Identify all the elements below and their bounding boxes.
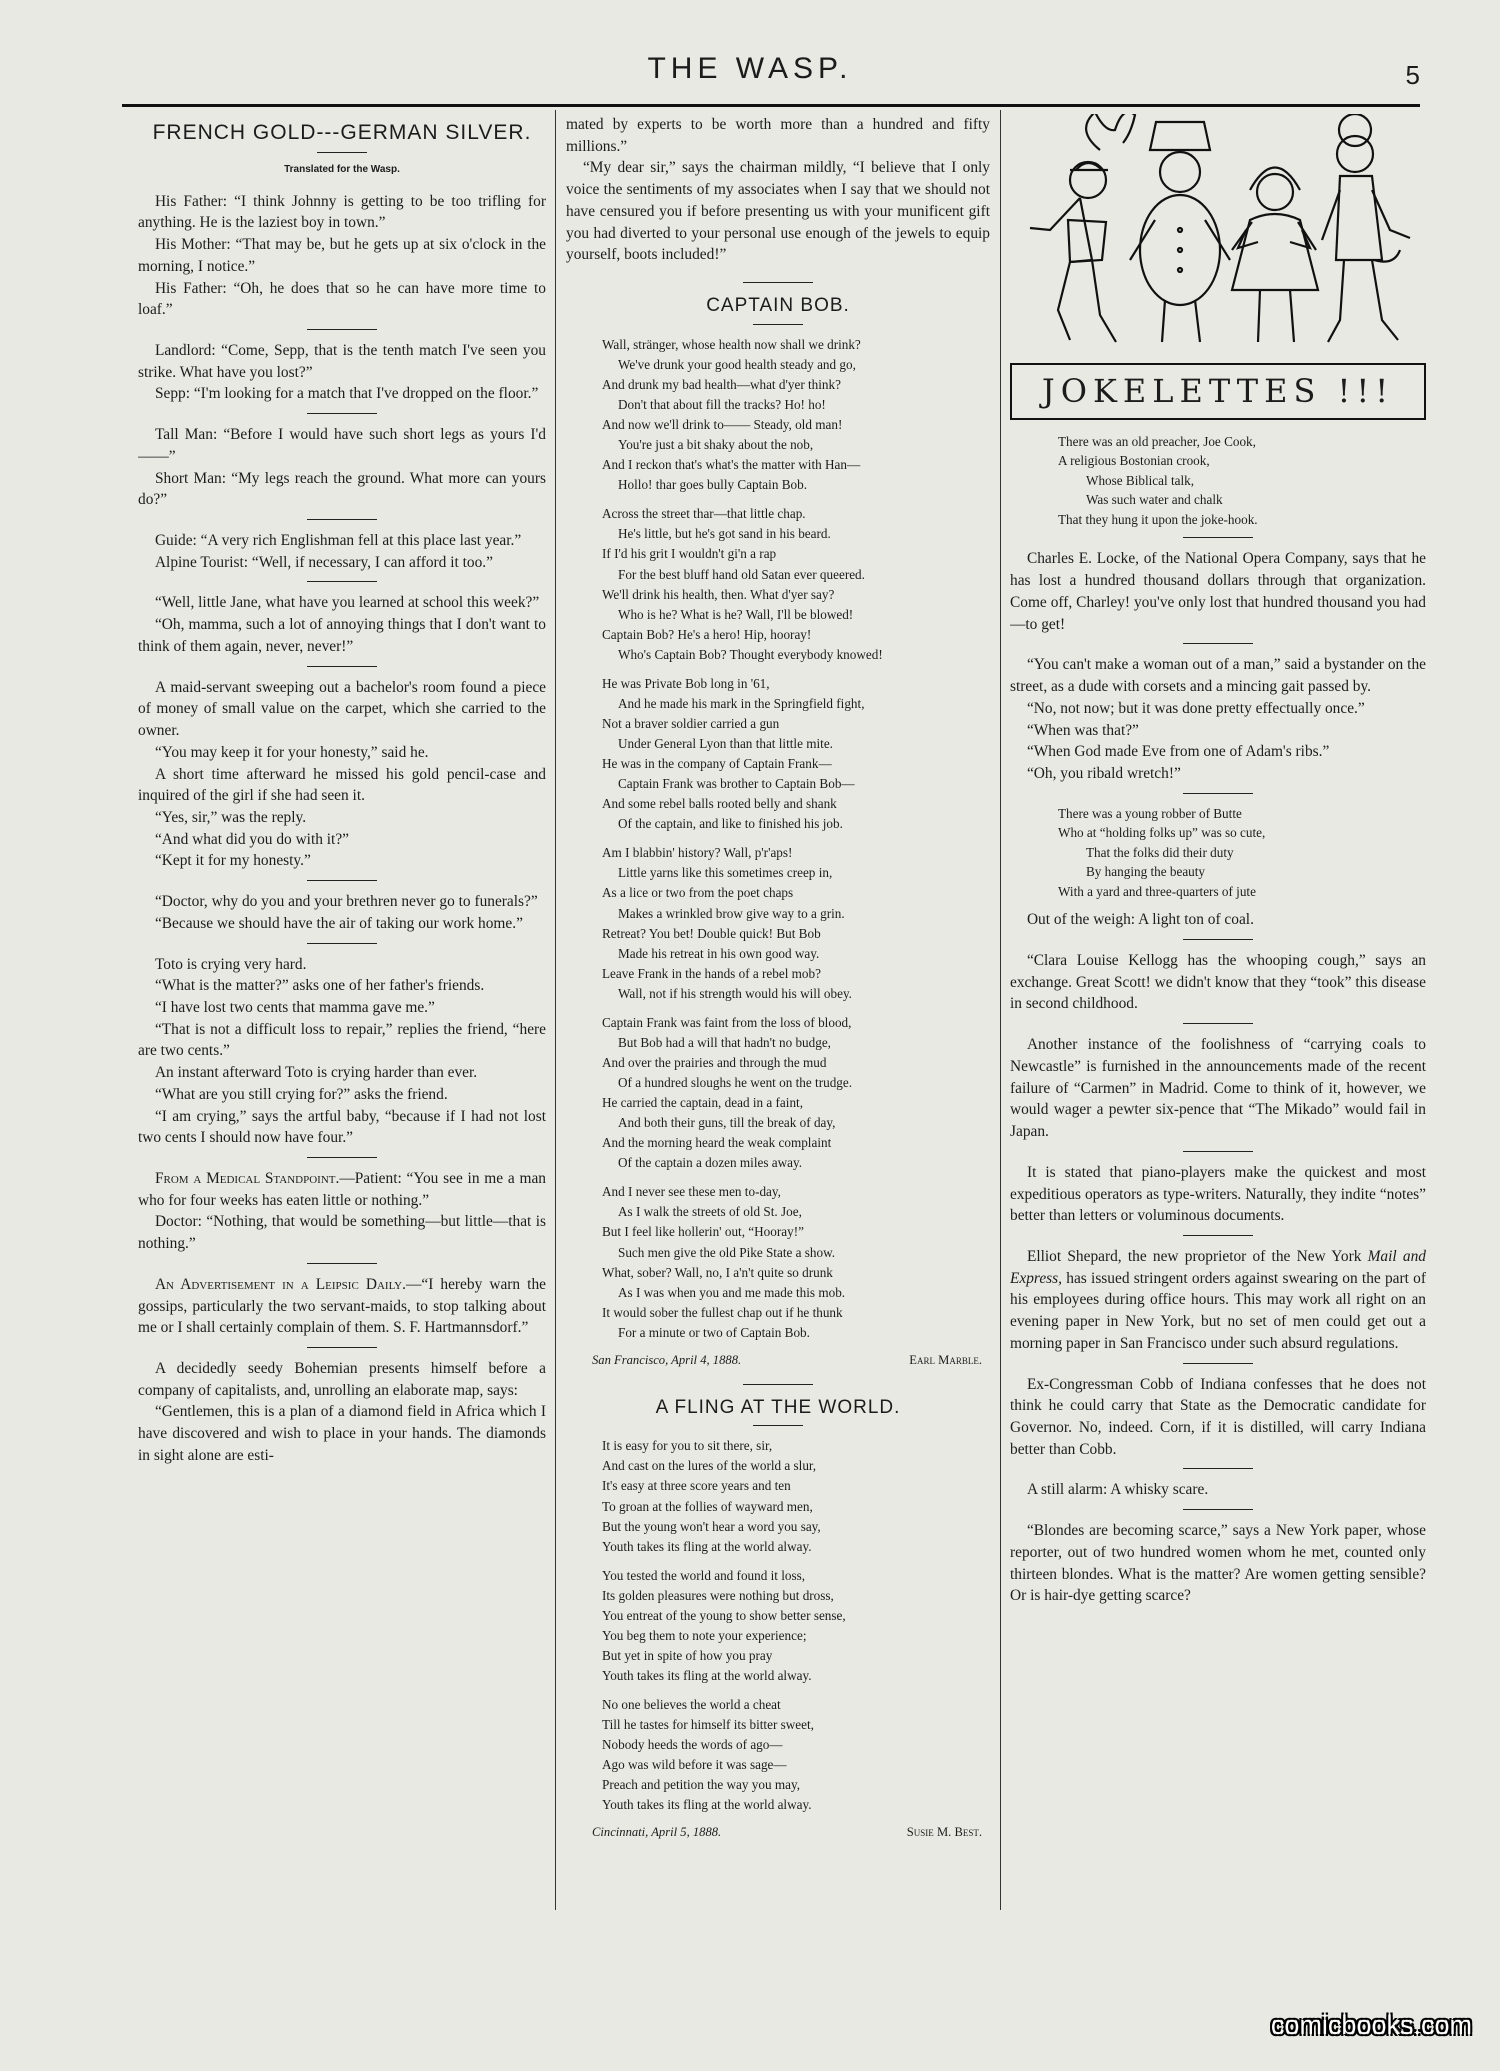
poem-line: Ago was wild before it was sage— [602,1757,787,1773]
poem-line: And the morning heard the weak complaint [602,1135,832,1151]
piano-paragraph: It is stated that piano-players make the quickest and most expeditious operators as type-writers. Naturally, they indite “notes” better than letters or voluminous documents. [1010,1163,1426,1225]
poem-line: And both their guns, till the break of day, [618,1115,836,1131]
poem-stanza [602,843,990,1004]
joke-paragraph: His Father: “I think Johnny is getting to be too trifling for anything. He is the laziest boy in town.” [138,192,546,232]
poem-line: Nobody heeds the words of ago— [602,1737,783,1753]
poem-line: Of the captain a dozen miles away. [618,1155,803,1171]
poem-stanza [602,504,990,665]
article-title-french-gold: FRENCH GOLD---GERMAN SILVER. [152,121,532,144]
page-number: 5 [1405,60,1420,90]
column-rule-2 [1000,110,1001,1910]
shepard-paper-name: Mail and Express, [1010,1247,1426,1287]
poem-captain-bob [602,335,990,1343]
bohemian-intro: A decidedly seedy Bohemian presents himself before a company of capitalists, and, unrolling an elaborate map, says: [138,1360,546,1399]
poem-line: Am I blabbin' history? Wall, p'r'aps! [602,845,793,861]
separator-rule [1183,1023,1253,1024]
poem-line: It's easy at three score years and ten [602,1478,791,1494]
poem-line: For the best bluff hand old Satan ever queered. [618,566,865,582]
joke-paragraph: “Well, little Jane, what have you learned at school this week?” [154,594,540,612]
separator-rule [307,329,377,330]
poem-line: Don't that about fill the tracks? Ho! ho! [618,397,826,412]
poem-line: He's little, but he's got sand in his beard. [618,526,831,542]
poem-line: And cast on the lures of the world a slur, [602,1458,817,1474]
limerick-robber-of-butte [1058,804,1426,902]
joke-paragraph: Guide: “A very rich Englishman fell at this place last year.” [154,532,522,550]
advertisement-text: —“I hereby warn the gossips, particularly the two servant-maids, to stop talking about me or I shall certainly complain of them. S. F. Hartmannsdorf.” [138,1275,546,1337]
medical-joke-reply: Doctor: “Nothing, that would be something—but little—that is nothing.” [138,1213,546,1253]
column-1 [138,114,546,1914]
chairman-reply: “My dear sir,” says the chairman mildly, “I believe that I only voice the sentiments of my associates when I say that we should not have censured you if before presenting us with your munificent gift you had diverted to your personal use enough of the jewels to equip yourself, boots included!” [566,159,990,264]
poem-line: Under General Lyon than that little mite. [618,736,833,751]
joke-paragraph: “Doctor, why do you and your brethren never go to funerals?” [154,893,538,911]
joke-list [138,191,546,1149]
poem-line: If I'd his grit I wouldn't gi'n a rap [602,546,777,562]
medical-joke-head: From a Medical Standpoint. [154,1170,340,1188]
cartoon-figure-boy [1030,114,1135,342]
joke-paragraph: His Father: “Oh, he does that so he can have more time to loaf.” [138,279,546,319]
woman-joke-1: “You can't make a woman out of a man,” said a bystander on the street, as a dude with corsets and a mincing gait passed by. [1010,656,1426,696]
alarm-joke: A still alarm: A whisky scare. [1026,1481,1209,1499]
separator-rule [1183,1509,1253,1510]
title-rule [753,324,803,325]
poem-line: Captain Frank was faint from the loss of blood, [602,1014,852,1030]
poem-line: For a minute or two of Captain Bob. [618,1324,810,1340]
poem-line: Wall, not if his strength would his will obey. [618,985,852,1001]
poem-line: Whose Biblical talk, [1086,472,1195,488]
poem-line: No one believes the world a cheat [602,1697,781,1713]
cartoon-figure-tall-boy [1322,114,1410,342]
woman-joke-3: “When was that?” [1026,721,1139,739]
poem-line: Who at “holding folks up” was so cute, [1058,825,1266,841]
poem-line: Leave Frank in the hands of a rebel mob? [602,965,821,981]
poem-line: It is easy for you to sit there, sir, [602,1438,773,1454]
joke-paragraph: A short time afterward he missed his gold pencil-case and inquired of the girl if she had seen it. [138,765,546,805]
newcastle-paragraph: Another instance of the foolishness of “carrying coals to Newcastle” is furnished in the announcements made of the recent failure of “Carmen” in Madrid. Come to think of it, however, we would wager a pewter six-pence that “The Mikado” would fail in Japan. [1010,1036,1426,1141]
poem-line: Was such water and chalk [1086,492,1223,508]
poem-stanza [602,1013,990,1174]
medical-joke [138,1168,546,1211]
watermark-logo: comicbooks.com [1270,2010,1472,2040]
poem-stanza [602,1695,990,1815]
poem-line: Across the street thar—that little chap. [602,506,806,522]
poem-line: He was Private Bob long in '61, [602,675,770,691]
separator-rule [1183,537,1253,538]
kellogg-paragraph: “Clara Louise Kellogg has the whooping cough,” says an exchange. Great Scott! we didn't know that they “took” this disease in second childhood. [1010,952,1426,1013]
poem-title-fling: A FLING AT THE WORLD. [655,1396,901,1418]
poem-line: But yet in spite of how you pray [602,1647,773,1663]
separator-rule [1183,643,1253,644]
poem-line: He carried the captain, dead in a faint, [602,1095,804,1111]
poem-signature [592,1824,982,1842]
separator-rule [307,666,377,667]
joke-paragraph: “What are you still crying for?” asks the friend. [154,1085,448,1103]
poem-line: Of a hundred sloughs he went on the trudge. [618,1075,853,1090]
title-rule [317,152,367,153]
poem-stanza [602,674,990,835]
joke-paragraph: “Because we should have the air of taking our work home.” [154,914,523,932]
poem-line: You beg them to note your experience; [602,1627,807,1643]
separator-rule [307,1157,377,1158]
poem-line: Preach and petition the way you may, [602,1777,800,1793]
poem-line: What, sober? Wall, no, I a'n't quite so drunk [602,1264,833,1280]
poem-line: Wall, stränger, whose health now shall we drink? [602,336,861,352]
masthead-rule [122,104,1420,107]
poem-line: Made his retreat in his own good way. [618,945,820,961]
separator-rule [1183,1363,1253,1364]
separator-rule [307,413,377,414]
advertisement-head: An Advertisement in a Leipsic Daily. [154,1275,406,1293]
cartoon-figure-round-man [1130,122,1230,342]
joke-paragraph: “I have lost two cents that mamma gave me.” [154,998,435,1016]
joke-paragraph: A maid-servant sweeping out a bachelor's room found a piece of money of small value on the carpet, which she carried to the owner. [138,678,546,740]
poem-stanza [602,1436,990,1556]
woman-joke-2: “No, not now; but it was done pretty effectually once.” [1026,699,1365,717]
poem-line: And I never see these men to-day, [602,1184,781,1200]
poem-stanza [602,335,990,496]
poem-line: And now we'll drink to—— Steady, old man! [602,417,843,433]
column-3 [1010,114,1426,1914]
poem-line: We'll drink his health, then. What d'yer say? [602,586,835,602]
poem-stanza [602,1566,990,1686]
locke-paragraph: Charles E. Locke, of the National Opera Company, says that he has lost a hundred thousand dollars through that organization. Come off, Charley! you've only lost that hundred thousand you had—to get! [1010,550,1426,633]
poem-line: Captain Bob? He's a hero! Hip, hooray! [602,626,812,642]
poem-author: Earl Marble. [909,1352,982,1367]
advertisement-joke [138,1274,546,1339]
poem-line: Youth takes its fling at the world alway. [602,1668,812,1684]
poem-line: And over the prairies and through the mud [602,1054,827,1070]
joke-paragraph: Landlord: “Come, Sepp, that is the tenth match I've seen you strike. What have you lost?” [138,342,546,381]
separator-rule [1183,1468,1253,1469]
poem-fling-at-the-world [602,1436,990,1815]
joke-paragraph: “Kept it for my honesty.” [154,852,311,870]
poem-line: And some rebel balls rooted belly and shank [602,796,837,812]
separator-rule [743,282,813,283]
separator-rule [307,880,377,881]
poem-signature [592,1352,982,1370]
joke-paragraph: “I am crying,” says the artful baby, “because if I had not lost two cents I should now have four.” [138,1107,546,1147]
poem-line: That the folks did their duty [1086,844,1234,860]
woman-joke-4: “When God made Eve from one of Adam's ribs.” [1026,743,1330,761]
separator-rule [1183,1235,1253,1236]
jokelettes-header: JOKELETTES !!! [1010,363,1426,420]
separator-rule [1183,793,1253,794]
poem-line: Till he tastes for himself its bitter sweet, [602,1717,814,1733]
column-rule-1 [555,110,556,1910]
poem-line: But Bob had a will that hadn't no budge, [618,1034,831,1050]
continued-text: mated by experts to be worth more than a hundred and fifty millions.” [566,116,990,155]
weigh-joke: Out of the weigh: A light ton of coal. [1026,911,1254,929]
poem-line: Retreat? You bet! Double quick! But Bob [602,925,821,941]
separator-rule [1183,1151,1253,1152]
poem-line: To groan at the follies of wayward men, [602,1498,813,1514]
poem-line: By hanging the beauty [1086,864,1206,880]
poem-line: But the young won't hear a word you say, [602,1518,821,1534]
separator-rule [307,943,377,944]
poem-line: With a yard and three-quarters of jute [1058,883,1256,899]
separator-rule [307,1347,377,1348]
poem-line: Not a braver soldier carried a gun [602,715,780,731]
poem-line: Its golden pleasures were nothing but dross, [602,1587,834,1603]
cartoon-figure-girl [1232,168,1318,343]
poem-place-date: Cincinnati, April 5, 1888. [592,1825,722,1840]
joke-paragraph: “You may keep it for your honesty,” said he. [154,743,429,761]
poem-line: Youth takes its fling at the world alway. [602,1797,812,1813]
poem-line: Makes a wrinkled brow give way to a grin. [618,905,845,921]
separator-rule [1183,939,1253,940]
poem-line: There was an old preacher, Joe Cook, [1058,433,1256,449]
poem-line: Who's Captain Bob? Thought everybody knowed! [618,646,883,662]
shepard-paragraph [1010,1246,1426,1355]
poem-line: Little yarns like this sometimes creep in, [618,865,833,881]
joke-paragraph: Alpine Tourist: “Well, if necessary, I can afford it too.” [154,553,493,571]
poem-line: Youth takes its fling at the world alway. [602,1538,812,1554]
article-subtitle: Translated for the Wasp. [284,163,400,175]
joke-paragraph: Sepp: “I'm looking for a match that I've dropped on the floor.” [154,385,539,403]
limerick-joe-cook [1058,432,1426,530]
poem-line: Captain Frank was brother to Captain Bob— [618,776,855,792]
poem-line: Of the captain, and like to finished his job. [618,816,843,832]
poem-line: Such men give the old Pike State a show. [618,1244,836,1260]
poem-line: We've drunk your good health steady and go, [618,356,856,372]
bohemian-speech: “Gentlemen, this is a plan of a diamond field in Africa which I have discovered and wish to place in your hands. The diamonds in sight alone are esti- [138,1403,546,1464]
poem-line: Who is he? What is he? Wall, I'll be blowed! [618,606,854,622]
poem-author: Susie M. Best. [906,1825,982,1840]
poem-line: You tested the world and found it loss, [602,1567,806,1583]
poem-line: And I reckon that's what's the matter with Han— [602,457,861,473]
column-2 [566,114,990,1914]
joke-paragraph: “And what did you do with it?” [154,830,349,848]
poem-line: And drunk my bad health—what d'yer think? [602,376,841,392]
poem-line: There was a young robber of Butte [1058,805,1242,821]
poem-line: As I walk the streets of old St. Joe, [618,1204,802,1220]
joke-paragraph: An instant afterward Toto is crying harder than ever. [154,1064,478,1082]
poem-line: As a lice or two from the poet chaps [602,885,794,901]
poem-line: It would sober the fullest chap out if he thunk [602,1304,843,1320]
joke-paragraph: “What is the matter?” asks one of her father's friends. [154,977,485,995]
poem-line: That they hung it upon the joke-hook. [1058,511,1258,527]
poem-line: He was in the company of Captain Frank— [602,756,832,772]
shepard-text-a: Elliot Shepard, the new proprietor of the New York [1026,1247,1368,1265]
poem-line: But I feel like hollerin' out, “Hooray!” [602,1224,804,1240]
joke-paragraph: Toto is crying very hard. [154,955,307,973]
separator-rule [307,1263,377,1264]
poem-line: You're just a bit shaky about the nob, [618,437,814,453]
shepard-text-b: has issued stringent orders against swearing on the part of his employees during office hours. This may work all right on an evening paper in New York, but no set of men could get out a morning paper in San Francisco under such absurd regulations. [1010,1269,1426,1352]
poem-line: Hollo! thar goes bully Captain Bob. [618,477,807,493]
poem-line: And he made his mark in the Springfield fight, [618,695,865,711]
joke-paragraph: His Mother: “That may be, but he gets up at six o'clock in the morning, I notice.” [138,236,546,275]
poem-line: You entreat of the young to show better sense, [602,1607,846,1623]
poem-title-captain-bob: CAPTAIN BOB. [706,295,850,317]
poem-stanza [602,1182,990,1343]
poem-line: As I was when you and me made this mob. [618,1284,846,1300]
separator-rule [743,1384,813,1385]
joke-paragraph: Tall Man: “Before I would have such short legs as yours I'd——” [138,426,546,465]
poem-place-date: San Francisco, April 4, 1888. [592,1352,742,1367]
woman-joke-5: “Oh, you ribald wretch!” [1026,764,1181,782]
joke-paragraph: “That is not a difficult loss to repair,” replies the friend, “here are two cents.” [138,1020,546,1060]
separator-rule [307,581,377,582]
cartoon-illustration [1010,114,1426,350]
joke-paragraph: Short Man: “My legs reach the ground. What more can yours do?” [138,469,546,509]
medical-joke-text: —Patient: “You see in me a man who for four weeks has eaten little or nothing.” [138,1170,546,1209]
masthead: THE WASP. [647,52,853,85]
cobb-paragraph: Ex-Congressman Cobb of Indiana confesses that he does not think he could carry that State as the Democratic candidate for Governor. No, indeed. Corn, if it is distilled, will carry Indiana better than Cobb. [1010,1375,1426,1458]
poem-line: A religious Bostonian crook, [1058,453,1210,469]
separator-rule [307,519,377,520]
blondes-paragraph: “Blondes are becoming scarce,” says a New York paper, whose reporter, out of two hundred women whom he met, counted only thirteen blondes. What is the matter? Are women getting sensible? Or is hair-dye getting scarce? [1010,1522,1426,1605]
joke-paragraph: “Oh, mamma, such a lot of annoying things that I don't want to think of them again, never, never!” [138,616,546,655]
title-rule [753,1425,803,1426]
joke-paragraph: “Yes, sir,” was the reply. [154,808,307,826]
